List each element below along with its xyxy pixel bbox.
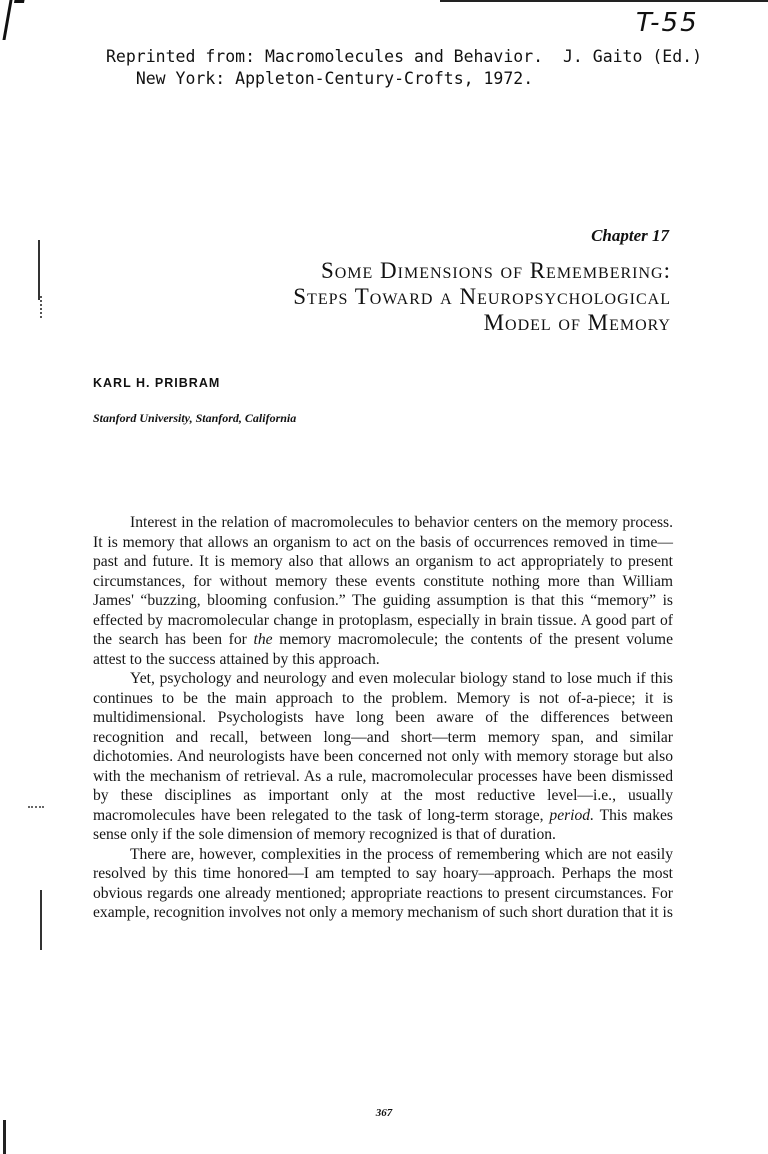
scan-mark-margin bbox=[38, 240, 40, 300]
scan-mark-margin bbox=[28, 806, 44, 810]
text-run: memory macromolecule; the contents of the present volume attest to the success attained by this approach. bbox=[93, 631, 673, 668]
scan-mark-margin bbox=[40, 890, 42, 950]
reprint-header bbox=[106, 46, 702, 90]
body-text bbox=[93, 513, 673, 923]
scan-rule-top bbox=[440, 0, 768, 2]
scan-mark-margin bbox=[40, 296, 48, 318]
paragraph: There are, however, complexities in the process of remembering which are not easily resolved by this time honored—I am tempted to say hoary—approach. Perhaps the most obvious regards one already mentioned; appropriate reactions to present circumstances. For example, recognition involves not only a memory mechanism of such short duration that it is bbox=[93, 845, 673, 921]
paragraph bbox=[93, 669, 673, 845]
chapter-title bbox=[293, 258, 671, 336]
reprint-line-2: New York: Appleton-Century-Crofts, 1972. bbox=[135, 69, 534, 88]
text-run: Yet, psychology and neurology and even molecular biology stand to lose much if this continues to be the main approach to the problem. Memory is not of-a-piece; it is multidimensional. Psychologists have long been aware of the differences between recognition and recall, between long—and short—term memory span, and similar dichotomies. And neurologists have been concerned not only with memory storage but also with the mechanism of retrieval. As a rule, macromolecular processes have been dismissed by these disciplines as important only at the most reductive level—i.e., usually macromolecules have been relegated to the task of long-term storage, bbox=[93, 670, 673, 824]
author-name: KARL H. PRIBRAM bbox=[93, 376, 221, 390]
author-affiliation: Stanford University, Stanford, California bbox=[93, 411, 297, 425]
chapter-label: Chapter 17 bbox=[591, 226, 669, 245]
chapter-title-line: Steps Toward a Neuropsychological bbox=[293, 284, 671, 309]
text-run: Interest in the relation of macromolecules to behavior centers on the memory process. It is memory that allows an organism to act on the basis of occurrences removed in time—past and future. It is memory also that allows an organism to act appropriately to present circumstances, for without memory these events constitute nothing more than William James' “buzzing, blooming confusion.” The guiding assumption is that this “memory” is effected by macromolecular change in protoplasm, especially in brain tissue. A good part of the search has been for bbox=[93, 514, 673, 648]
chapter-title-line: Model of Memory bbox=[483, 310, 671, 335]
paragraph bbox=[93, 513, 673, 669]
reprint-line-1: Reprinted from: Macromolecules and Behavior. J. Gaito (Ed.) bbox=[106, 47, 703, 66]
scan-mark-margin bbox=[3, 1120, 6, 1154]
page-number: 367 bbox=[375, 1107, 393, 1119]
emphasis: the bbox=[253, 631, 273, 648]
emphasis: period. bbox=[549, 806, 595, 824]
text-run: This makes sense only if the sole dimension of memory recognized is that of duration. bbox=[93, 806, 673, 843]
chapter-title-line: Some Dimensions of Remembering: bbox=[320, 258, 671, 283]
scan-mark-top-left bbox=[2, 0, 19, 40]
handwritten-note: T-55 bbox=[636, 8, 699, 38]
